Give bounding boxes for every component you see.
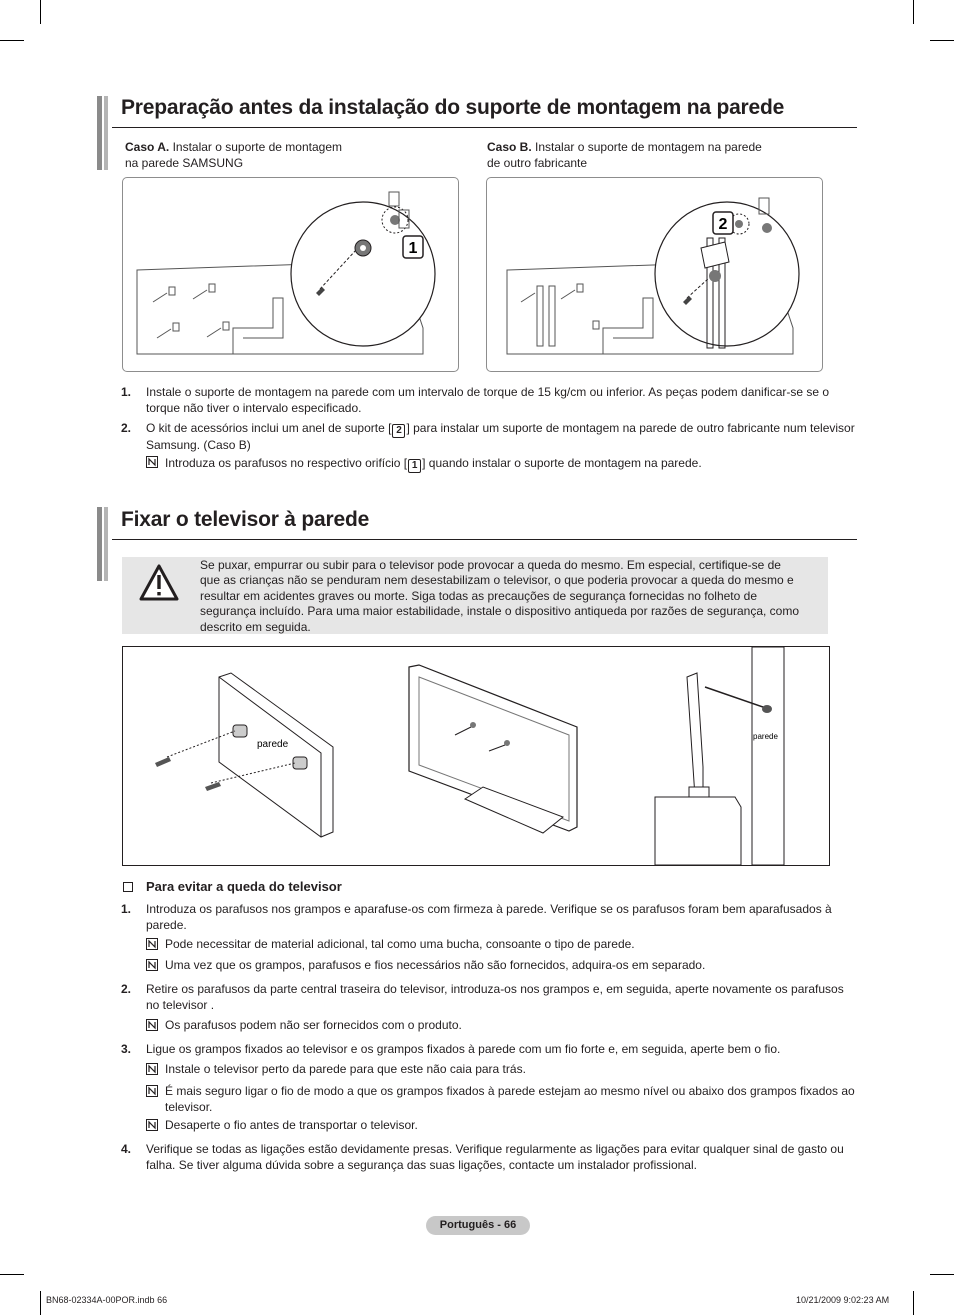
note-icon [146, 1119, 158, 1131]
section-title: Preparação antes da instalação do suporte de montagem na parede [121, 96, 785, 119]
list-item: O kit de acessórios inclui um anel de suporte [ 2 ] para instalar um suporte de montagem na parede de outro fabricante num televisor Samsung. (Caso B) [146, 421, 855, 452]
note-text: Desaperte o fio antes de transportar o televisor. [165, 1118, 418, 1132]
checkbox-bullet [123, 882, 133, 892]
list-number: 4. [121, 1142, 132, 1156]
subheading: Para evitar a queda do televisor [146, 879, 342, 894]
callout-number: 2 [718, 216, 728, 233]
crop-mark [930, 40, 954, 41]
tv-back-illustration [487, 178, 822, 371]
note-text: Os parafusos podem não ser fornecidos com o produto. [165, 1018, 462, 1032]
note-text: Introduza os parafusos no respectivo orifício [ 1 ] quando instalar o suporte de montagem na parede. [165, 456, 702, 471]
note-icon [146, 1085, 158, 1097]
list-item: Introduza os parafusos nos grampos e aparafuse-os com firmeza à parede. Verifique se os parafusos foram bem aparafusados à parede. [146, 902, 832, 932]
list-number: 1. [121, 385, 132, 399]
section-marker [104, 507, 108, 581]
case-b-illustration [486, 177, 823, 372]
wall-label: parede [753, 732, 778, 741]
list-number: 3. [121, 1042, 132, 1056]
note-text: É mais seguro ligar o fio de modo a que os grampos fixados à parede estejam ao mesmo nível ou abaixo dos grampos fixados ao televisor. [165, 1084, 855, 1114]
footer-date: 10/21/2009 9:02:23 AM [796, 1295, 890, 1305]
note-icon [146, 456, 158, 468]
note-icon [146, 1019, 158, 1031]
section-marker [97, 96, 102, 170]
note-text: Pode necessitar de material adicional, tal como uma bucha, consoante o tipo de parede. [165, 937, 635, 951]
footer-file: BN68-02334A-00POR.indb 66 [46, 1295, 168, 1305]
crop-mark [930, 1274, 954, 1275]
wall-label: parede [257, 739, 289, 750]
warning-box [122, 557, 828, 634]
crop-mark [913, 0, 914, 24]
list-item: Verifique se todas as ligações estão devidamente presas. Verifique regularmente as ligações para evitar qualquer sinal de gasto ou falha. Se tiver alguma dúvida sobre a segurança das suas ligações, contacte um instalador profissional. [146, 1142, 844, 1172]
section-marker [97, 507, 102, 581]
crop-mark [913, 1291, 914, 1315]
warning-icon [139, 564, 179, 602]
note-text: Uma vez que os grampos, parafusos e fios necessários não são fornecidos, adquira-os em separado. [165, 958, 706, 972]
list-number: 2. [121, 982, 132, 996]
section-marker [104, 96, 108, 170]
tv-back-illustration [123, 178, 458, 371]
case-a-caption: Caso A. Instalar o suporte de montagem na parede SAMSUNG [125, 140, 342, 170]
title-rule [112, 127, 857, 128]
crop-mark [0, 40, 24, 41]
note-icon [146, 938, 158, 950]
page-number: Português - 66 [426, 1216, 530, 1235]
crop-mark [40, 1291, 41, 1315]
callout-box: 2 [392, 424, 405, 438]
list-item: Ligue os grampos fixados ao televisor e os grampos fixados à parede com um fio forte e, em seguida, aperte bem o fio. [146, 1042, 781, 1056]
list-item: Retire os parafusos da parte central traseira do televisor, introduza-os nos grampos e, em seguida, aperte novamente os parafusos no televisor . [146, 982, 844, 1012]
title-rule [112, 539, 857, 540]
section-title: Fixar o televisor à parede [121, 508, 370, 531]
list-item: Instale o suporte de montagem na parede com um intervalo de torque de 15 kg/cm ou inferior. As peças podem danificar-se se o torque não tiver o intervalo especificado. [146, 385, 830, 415]
note-icon [146, 1063, 158, 1075]
crop-mark [0, 1274, 24, 1275]
anti-tip-diagram [123, 647, 829, 865]
list-number: 1. [121, 902, 132, 916]
crop-mark [40, 0, 41, 24]
note-icon [146, 959, 158, 971]
case-b-caption: Caso B. Instalar o suporte de montagem na parede de outro fabricante [487, 140, 762, 170]
anti-tip-illustration [122, 646, 830, 866]
case-a-illustration [122, 177, 459, 372]
note-text: Instale o televisor perto da parede para que este não caia para trás. [165, 1062, 526, 1076]
callout-box: 1 [408, 459, 421, 473]
callout-number: 1 [408, 240, 418, 257]
list-number: 2. [121, 421, 132, 435]
warning-text: Se puxar, empurrar ou subir para o televisor pode provocar a queda do mesmo. Em especial, certifique-se de que as crianças não se penduram nem desestabilizam o televisor, o que poderia provocar a queda do mesmo e resultar em acidentes graves ou morte. Siga todas as precauções de segurança fornecidas no folheto de segurança incluído. Para uma maior estabilidade, instale o dispositivo antiqueda por razões de segurança, como descrito em seguida. [200, 558, 800, 634]
